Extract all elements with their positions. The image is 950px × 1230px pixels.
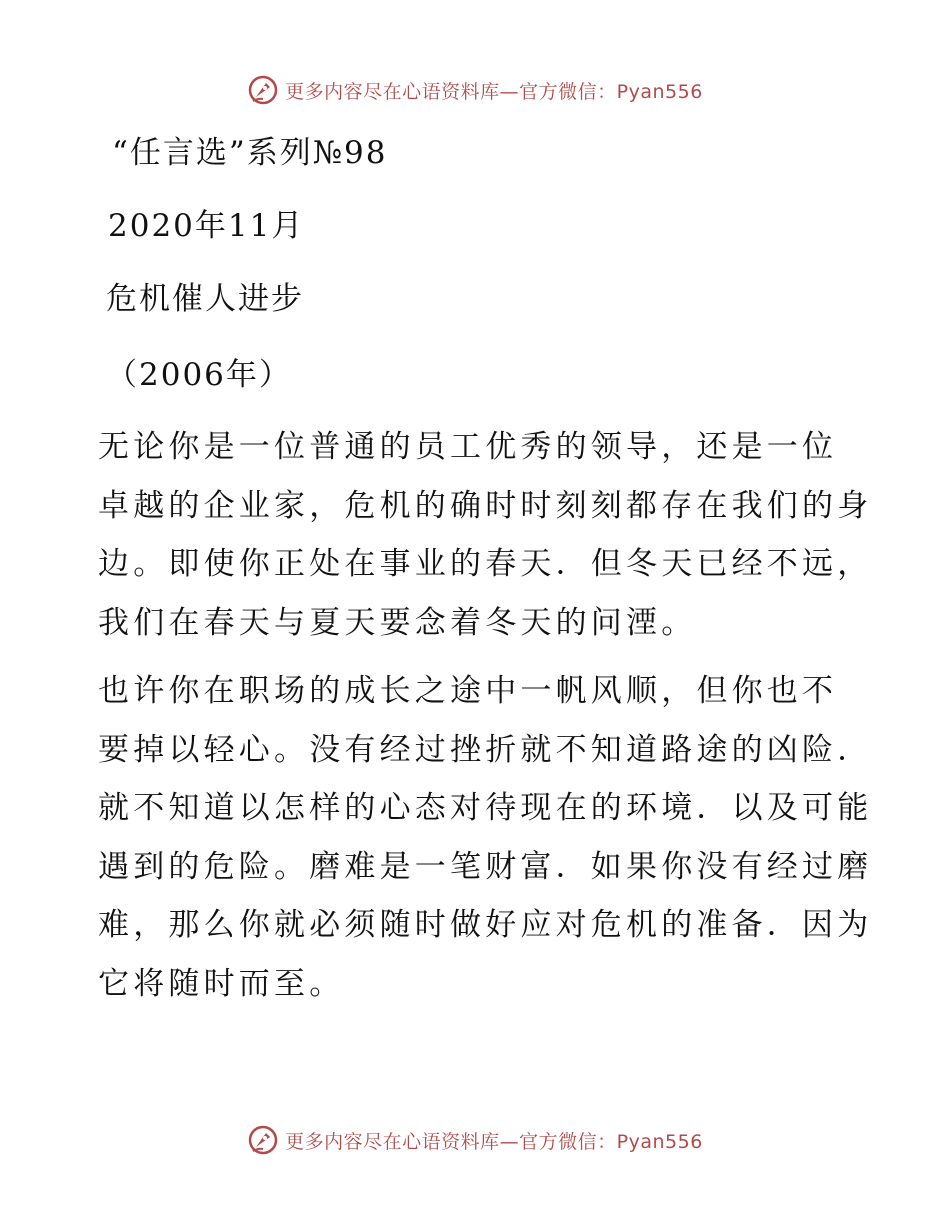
date-label: 2020年11月	[108, 208, 305, 244]
paragraph-line: 也许你在职场的成长之途中一帆风顺，但你也不	[98, 673, 838, 709]
paragraph-line: 卓越的企业家，危机的确时时刻刻都存在我们的身	[98, 487, 873, 524]
paragraph-2	[98, 662, 873, 1013]
paragraph-line: 要掉以轻心。没有经过挫折就不知道路途的凶险．	[98, 731, 873, 768]
header-banner	[0, 70, 950, 110]
paragraph-line: 我们在春天与夏天要念着冬天的问湮。	[98, 604, 697, 641]
document-title: 危机催人进步	[106, 281, 304, 317]
banner-text: 更多内容尽在心语资料库—官方微信：Pyan556	[285, 80, 703, 103]
paragraph-line: 无论你是一位普通的员工优秀的领导，还是一位	[98, 429, 838, 465]
footer-banner	[0, 1120, 950, 1160]
paragraph-line: 它将随时而至。	[98, 965, 345, 1002]
pen-nib-logo-icon	[247, 74, 279, 106]
paragraph-line: 难，那么你就必须随时做好应对危机的准备．因为	[98, 907, 873, 943]
banner-text: 更多内容尽在心语资料库—官方微信：Pyan556	[285, 1130, 703, 1153]
paragraph-line: 边。即使你正处在事业的春天．但冬天已经不远，	[98, 546, 873, 582]
paragraph-line: 就不知道以怎样的心态对待现在的环境．以及可能	[98, 790, 873, 826]
paragraph-1	[98, 418, 873, 652]
paragraph-line: 遇到的危险。磨难是一笔财富．如果你没有经过磨	[98, 848, 873, 885]
year-label: （2006年）	[106, 357, 292, 393]
series-label: “任言选”系列№98	[112, 135, 388, 171]
pen-nib-logo-icon	[247, 1124, 279, 1156]
